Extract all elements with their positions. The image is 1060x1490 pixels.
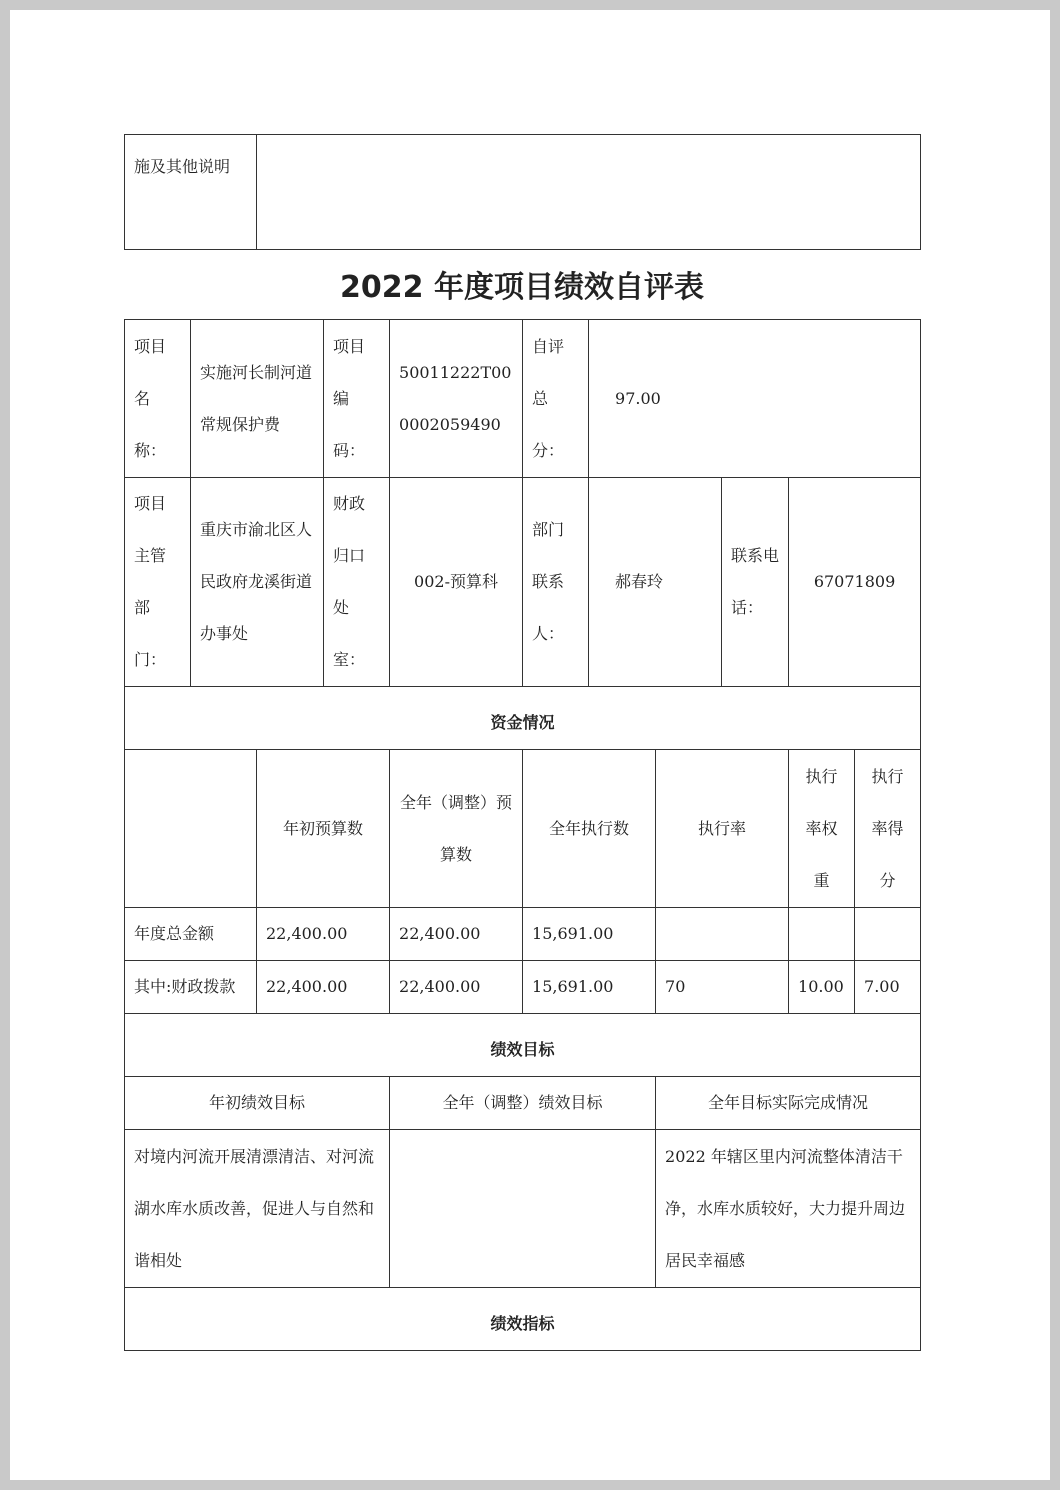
page-title: 2022 年度项目绩效自评表 [340, 270, 704, 305]
funds-section-title: 资金情况 [125, 687, 921, 750]
table-row [125, 961, 921, 1014]
funds-cell: 15,691.00 [523, 908, 656, 961]
funds-header-initial-budget: 年初预算数 [257, 750, 390, 908]
funds-row-label: 年度总金额 [125, 908, 257, 961]
funds-header-adjusted-budget: 全年（调整）预算数 [390, 750, 523, 908]
goals-header-actual: 全年目标实际完成情况 [656, 1077, 921, 1130]
project-name-label: 项目名称： [125, 320, 191, 478]
project-code-label: 项目编码： [324, 320, 390, 478]
project-name: 实施河长制河道常规保护费 [191, 320, 324, 478]
goals-section-title: 绩效目标 [125, 1014, 921, 1077]
dept-label: 项目主管部门： [125, 478, 191, 687]
funds-header-exec-rate: 执行率 [656, 750, 789, 908]
score-value: 97.00 [589, 320, 921, 478]
score-label: 自评总分： [523, 320, 589, 478]
phone-value: 67071809 [789, 478, 921, 687]
table-row [125, 908, 921, 961]
funds-row-label: 其中:财政拨款 [125, 961, 257, 1014]
funds-cell: 10.00 [789, 961, 855, 1014]
goals-header-adjusted: 全年（调整）绩效目标 [390, 1077, 656, 1130]
remark-label: 施及其他说明 [125, 135, 257, 250]
funds-cell: 70 [656, 961, 789, 1014]
funds-header-score: 执行率得分 [855, 750, 921, 908]
dept-value: 重庆市渝北区人民政府龙溪街道办事处 [191, 478, 324, 687]
funds-cell: 22,400.00 [257, 908, 390, 961]
contact-value: 郝春玲 [589, 478, 722, 687]
goals-header-initial: 年初绩效目标 [125, 1077, 390, 1130]
remark-value [257, 135, 921, 250]
funds-cell: 15,691.00 [523, 961, 656, 1014]
phone-label: 联系电话： [722, 478, 789, 687]
funds-header-executed: 全年执行数 [523, 750, 656, 908]
funds-cell: 22,400.00 [390, 961, 523, 1014]
project-code: 50011222T000002059490 [390, 320, 523, 478]
goals-adjusted [390, 1130, 656, 1288]
funds-cell [656, 908, 789, 961]
evaluation-table [124, 319, 921, 1351]
funds-cell [855, 908, 921, 961]
goals-actual: 2022 年辖区里内河流整体清洁干净，水库水质较好，大力提升周边居民幸福感 [656, 1130, 921, 1288]
funds-header-blank [125, 750, 257, 908]
funds-cell: 7.00 [855, 961, 921, 1014]
finance-label: 财政归口处室： [324, 478, 390, 687]
goals-initial: 对境内河流开展清漂清洁、对河流湖水库水质改善，促进人与自然和谐相处 [125, 1130, 390, 1288]
contact-label: 部门联系人： [523, 478, 589, 687]
indicators-section-title: 绩效指标 [125, 1288, 921, 1351]
funds-cell: 22,400.00 [390, 908, 523, 961]
remark-table [124, 134, 921, 250]
funds-cell [789, 908, 855, 961]
funds-header-weight: 执行率权重 [789, 750, 855, 908]
funds-cell: 22,400.00 [257, 961, 390, 1014]
finance-value: 002-预算科 [390, 478, 523, 687]
